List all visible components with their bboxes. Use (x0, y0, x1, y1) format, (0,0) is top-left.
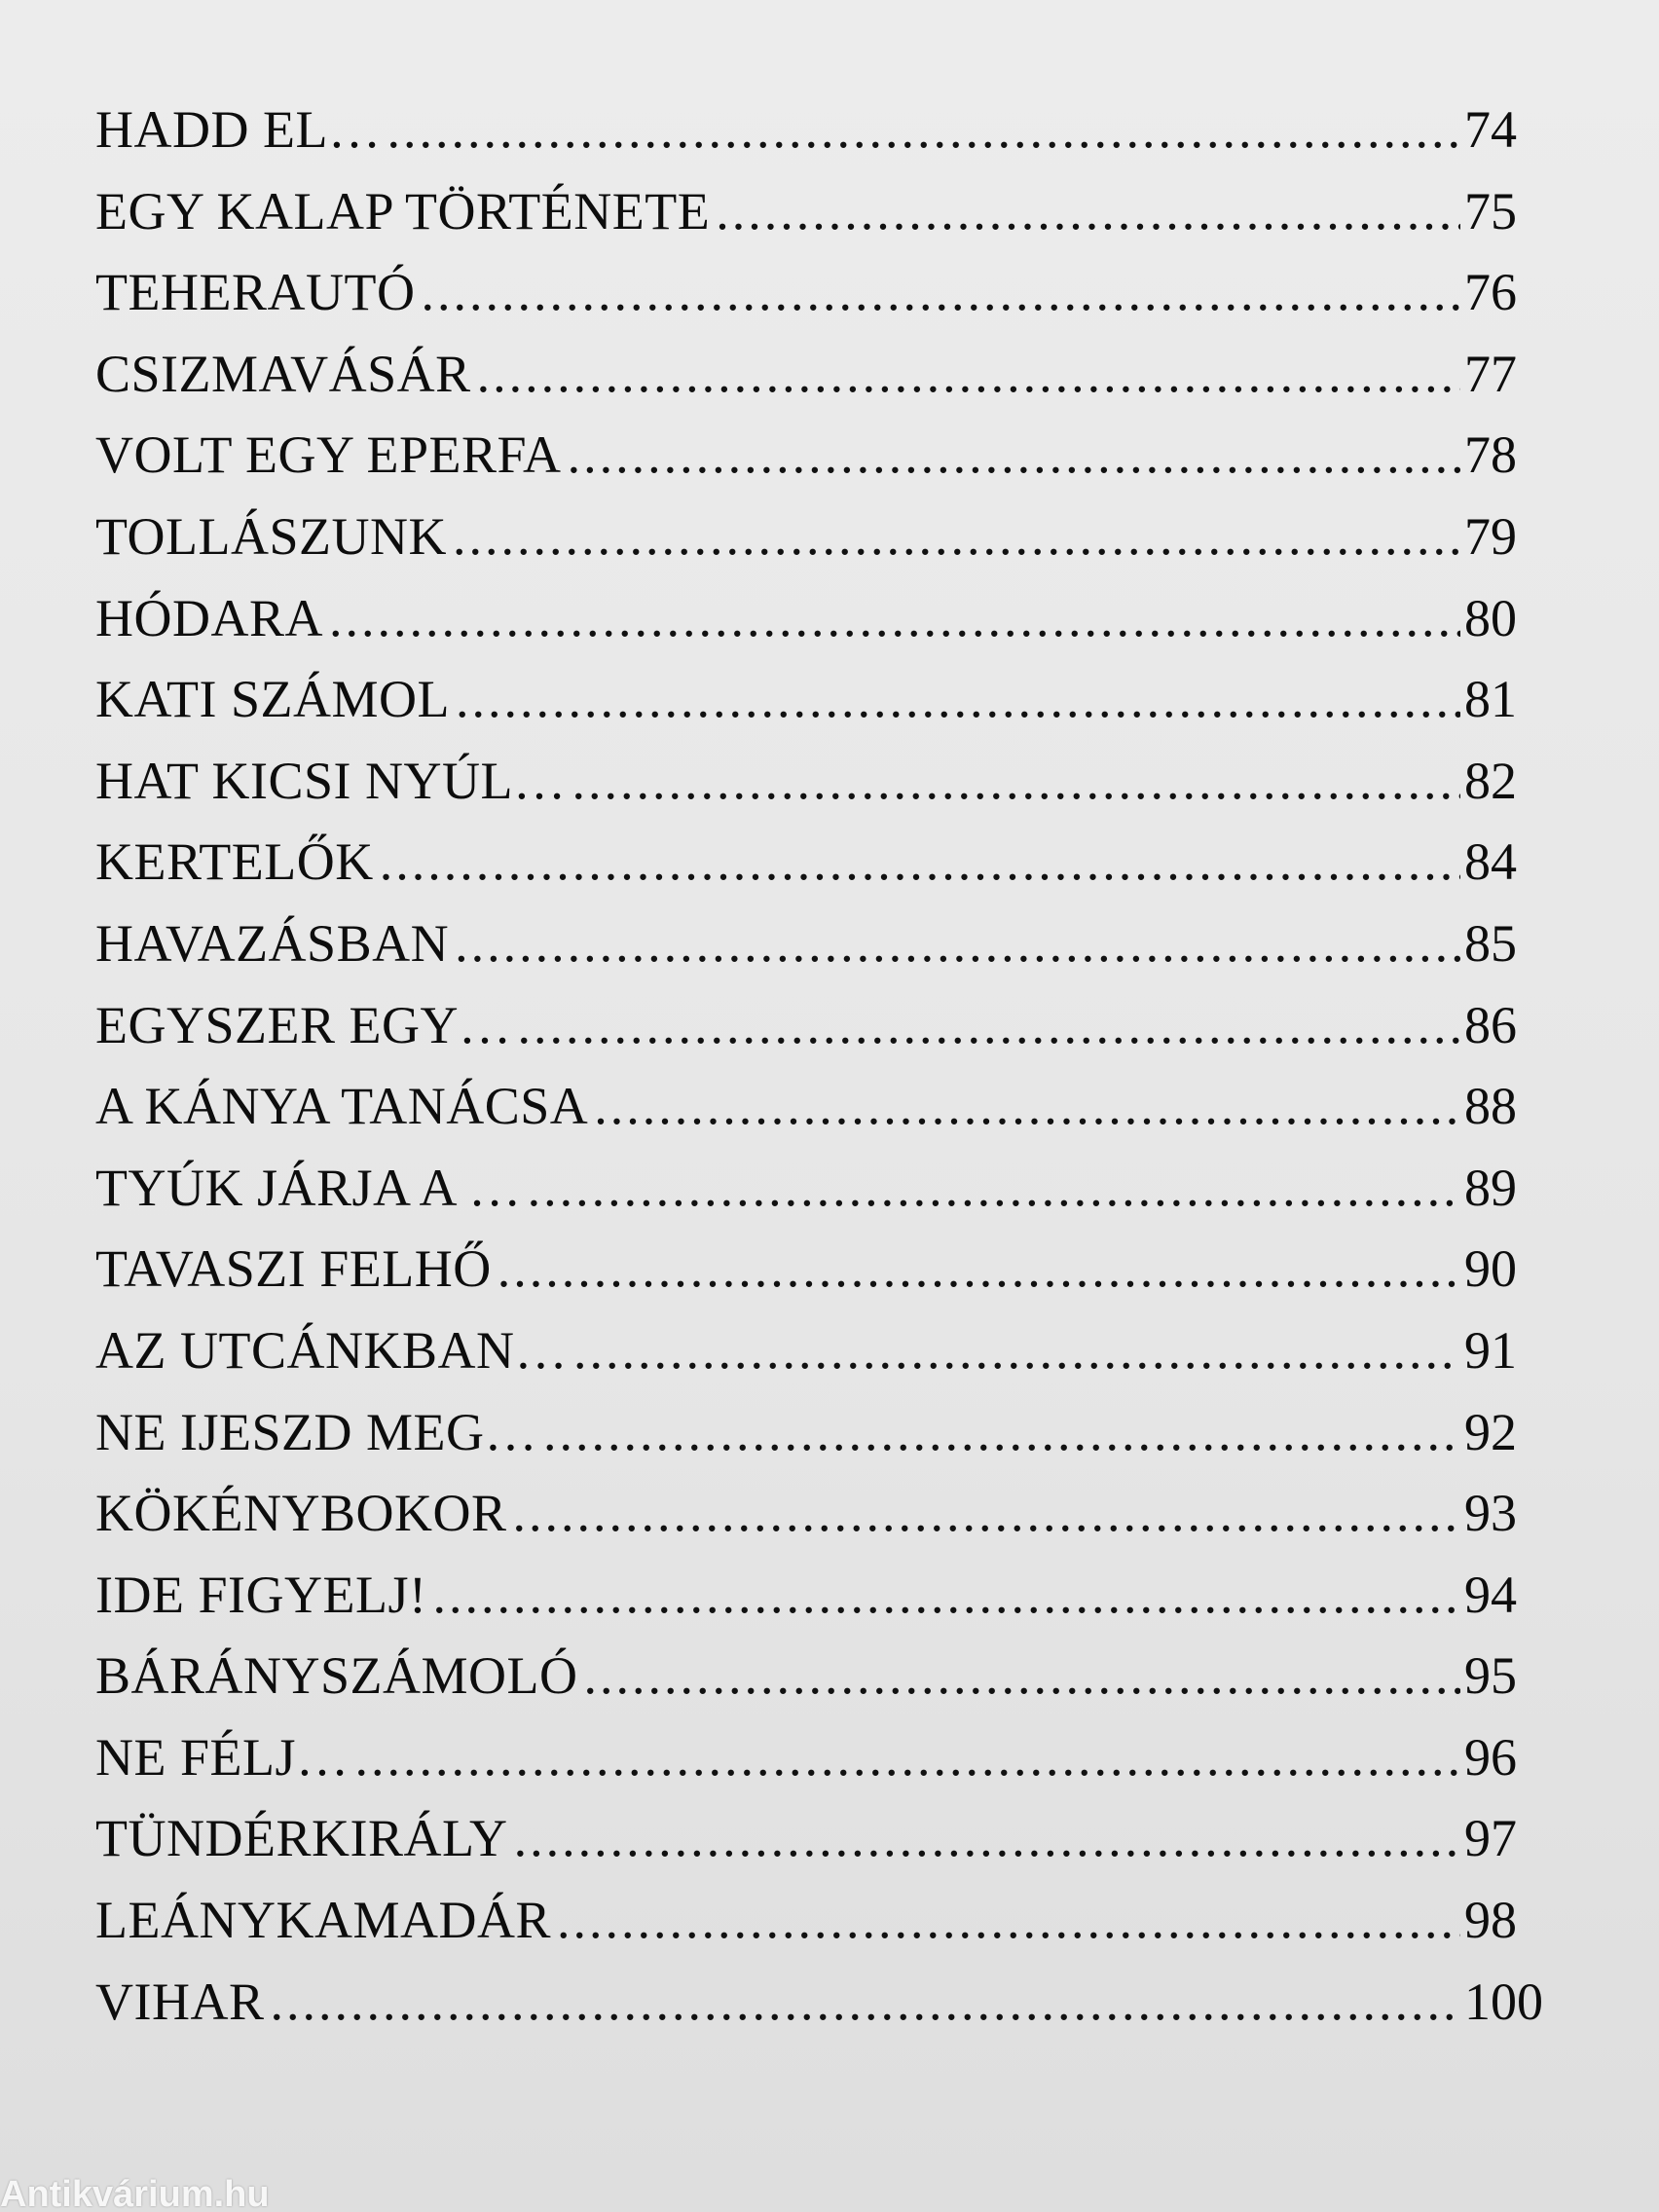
toc-entry (95, 1229, 1556, 1310)
toc-entry-page: 85 (1464, 913, 1517, 973)
toc-entry-title: KATI SZÁMOL (95, 670, 450, 729)
toc-entry (95, 741, 1556, 823)
toc-entry-title: NE IJESZD MEG… (95, 1402, 537, 1461)
toc-entry (95, 415, 1556, 497)
toc-entry-title: EGY KALAP TÖRTÉNETE (95, 181, 711, 240)
toc-entry-title: IDE FIGYELJ! (95, 1565, 427, 1624)
toc-entry (95, 1066, 1556, 1148)
toc-entry (95, 1717, 1556, 1799)
toc-entry-page: 82 (1464, 751, 1517, 810)
toc-entry (95, 334, 1556, 416)
toc-entry (95, 171, 1556, 253)
watermark: Antikvárium.hu (0, 2177, 270, 2212)
toc-entry (95, 1148, 1556, 1230)
toc-entry-page: 88 (1464, 1077, 1517, 1136)
dot-leader (387, 90, 1460, 171)
toc-entry-title: TOLLÁSZUNK (95, 506, 447, 566)
toc-entry-title: HÓDARA (95, 588, 324, 647)
toc-entry-page: 92 (1464, 1402, 1517, 1461)
table-of-contents (95, 90, 1556, 2043)
toc-entry-title: NE FÉLJ… (95, 1727, 350, 1787)
toc-entry (95, 578, 1556, 660)
toc-entry-title: TEHERAUTÓ (95, 263, 416, 322)
toc-entry-title: LEÁNYKAMADÁR (95, 1891, 551, 1950)
dot-leader (584, 1636, 1460, 1717)
dot-leader (455, 903, 1460, 985)
toc-entry-title: KERTELŐK (95, 832, 374, 892)
toc-entry-title: AZ UTCÁNKBAN… (95, 1320, 568, 1380)
toc-entry-page: 78 (1464, 425, 1517, 485)
toc-entry-page: 86 (1464, 995, 1517, 1054)
dot-leader (271, 1962, 1461, 2044)
dot-leader (594, 1066, 1460, 1148)
toc-entry (95, 1392, 1556, 1474)
toc-entry-title: VOLT EGY EPERFA (95, 425, 562, 485)
toc-entry-page: 74 (1464, 100, 1517, 159)
dot-leader (498, 1229, 1460, 1310)
toc-entry (95, 1962, 1556, 2044)
toc-entry (95, 1473, 1556, 1555)
toc-entry-title: HAT KICSI NYÚL… (95, 751, 567, 810)
dot-leader (514, 1798, 1460, 1880)
toc-entry-page: 89 (1464, 1158, 1517, 1217)
toc-entry (95, 1555, 1556, 1637)
toc-entry-title: VIHAR (95, 1972, 265, 2031)
toc-entry-page: 94 (1464, 1565, 1517, 1624)
toc-entry (95, 903, 1556, 985)
toc-entry-page: 97 (1464, 1809, 1517, 1868)
dot-leader (557, 1880, 1460, 1962)
toc-entry-title: A KÁNYA TANÁCSA (95, 1077, 589, 1136)
toc-entry (95, 90, 1556, 171)
dot-leader (572, 741, 1460, 823)
toc-entry (95, 1798, 1556, 1880)
toc-entry-title: HAVAZÁSBAN (95, 913, 450, 973)
toc-entry-page: 91 (1464, 1320, 1517, 1380)
toc-entry (95, 497, 1556, 578)
dot-leader (517, 985, 1460, 1067)
dot-leader (380, 822, 1460, 903)
dot-leader (329, 578, 1460, 660)
toc-entry-title: CSIZMAVÁSÁR (95, 344, 471, 403)
dot-leader (513, 1473, 1461, 1555)
toc-entry (95, 659, 1556, 741)
toc-entry-page: 98 (1464, 1891, 1517, 1950)
toc-entry-title: TYÚK JÁRJA A … (95, 1158, 522, 1217)
dot-leader (716, 171, 1460, 253)
toc-entry-title: HADD EL… (95, 100, 382, 159)
toc-entry-title: KÖKÉNYBOKOR (95, 1484, 507, 1543)
toc-entry-title: BÁRÁNYSZÁMOLÓ (95, 1646, 578, 1706)
toc-entry-page: 100 (1464, 1972, 1543, 2031)
dot-leader (421, 252, 1460, 334)
toc-entry-page: 84 (1464, 832, 1517, 892)
toc-entry-title: EGYSZER EGY… (95, 995, 512, 1054)
toc-entry-page: 76 (1464, 263, 1517, 322)
toc-entry (95, 822, 1556, 903)
toc-entry-page: 90 (1464, 1239, 1517, 1299)
toc-entry-page: 75 (1464, 181, 1517, 240)
toc-entry (95, 1636, 1556, 1717)
toc-entry-page: 79 (1464, 506, 1517, 566)
dot-leader (543, 1392, 1460, 1474)
toc-entry-page: 93 (1464, 1484, 1517, 1543)
toc-entry (95, 1310, 1556, 1392)
toc-entry-page: 81 (1464, 670, 1517, 729)
dot-leader (573, 1310, 1460, 1392)
dot-leader (456, 659, 1460, 741)
dot-leader (528, 1148, 1460, 1230)
dot-leader (477, 334, 1460, 416)
toc-entry-title: TÜNDÉRKIRÁLY (95, 1809, 508, 1868)
dot-leader (568, 415, 1460, 497)
dot-leader (432, 1555, 1460, 1637)
toc-entry (95, 252, 1556, 334)
toc-entry-page: 80 (1464, 588, 1517, 647)
toc-entry-title: TAVASZI FELHŐ (95, 1239, 492, 1299)
dot-leader (453, 497, 1460, 578)
toc-entry (95, 985, 1556, 1067)
toc-entry-page: 95 (1464, 1646, 1517, 1706)
toc-entry (95, 1880, 1556, 1962)
toc-entry-page: 77 (1464, 344, 1517, 403)
toc-entry-page: 96 (1464, 1727, 1517, 1787)
dot-leader (355, 1717, 1461, 1799)
